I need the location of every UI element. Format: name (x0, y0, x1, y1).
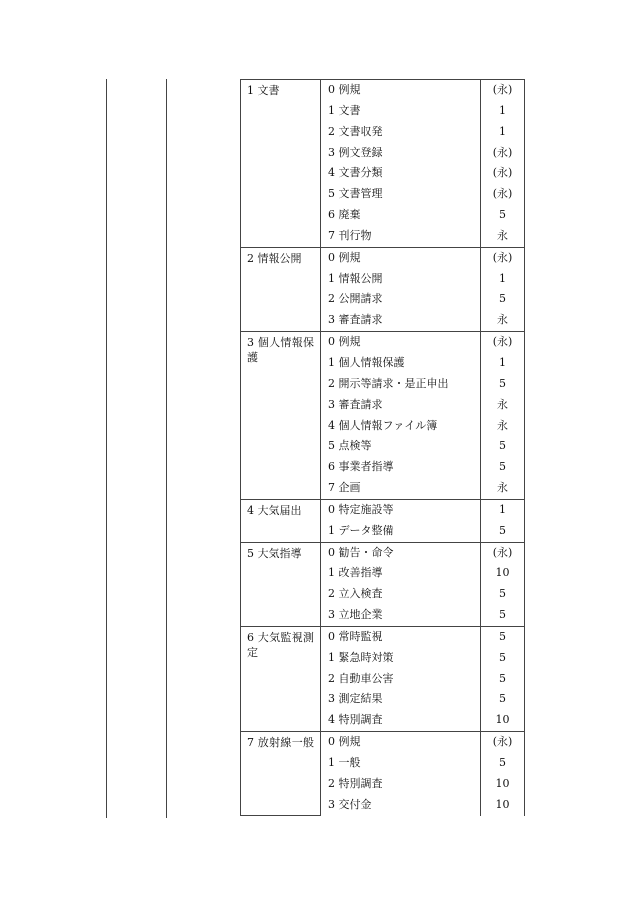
retention-cell: 5 (481, 457, 525, 478)
item-cell: 0 特定施設等 (321, 499, 481, 520)
category-cell (241, 332, 321, 500)
item-cell: 5 点検等 (321, 436, 481, 457)
item-cell: 1 文書 (321, 101, 481, 122)
item-cell: 2 自動車公害 (321, 669, 481, 690)
category-label: 6 大気監視測定 (247, 630, 314, 659)
category-cell (241, 626, 321, 731)
category-cell (241, 732, 321, 816)
retention-cell: 5 (481, 689, 525, 710)
retention-cell: (永) (481, 247, 525, 268)
retention-cell: (永) (481, 143, 525, 164)
category-cell (241, 542, 321, 626)
item-cell: 0 常時監視 (321, 626, 481, 647)
retention-cell: 永 (481, 310, 525, 331)
category-cell (241, 80, 321, 248)
item-cell: 0 例規 (321, 332, 481, 353)
retention-cell: 5 (481, 605, 525, 626)
item-cell: 6 事業者指導 (321, 457, 481, 478)
item-cell: 6 廃棄 (321, 205, 481, 226)
table-row (241, 499, 525, 520)
item-cell: 2 立入検査 (321, 584, 481, 605)
item-cell: 3 例文登録 (321, 143, 481, 164)
retention-cell: 10 (481, 795, 525, 816)
table-row (241, 626, 525, 647)
category-label: 4 大気届出 (247, 503, 302, 517)
retention-cell: 1 (481, 499, 525, 520)
item-cell: 2 開示等請求・是正申出 (321, 374, 481, 395)
retention-cell: 10 (481, 710, 525, 731)
retention-cell: 10 (481, 774, 525, 795)
retention-cell: 5 (481, 584, 525, 605)
item-cell: 5 文書管理 (321, 184, 481, 205)
retention-cell: 5 (481, 436, 525, 457)
category-cell (241, 247, 321, 331)
retention-cell: 5 (481, 753, 525, 774)
item-cell: 1 緊急時対策 (321, 648, 481, 669)
item-cell: 2 特別調査 (321, 774, 481, 795)
table-row (241, 80, 525, 101)
item-cell: 2 公開請求 (321, 289, 481, 310)
category-label: 2 情報公開 (247, 251, 302, 265)
item-cell: 0 例規 (321, 80, 481, 101)
item-cell: 7 刊行物 (321, 226, 481, 247)
category-label: 3 個人情報保護 (247, 336, 314, 365)
retention-cell: 永 (481, 395, 525, 416)
outer-column-line-2 (166, 79, 167, 818)
retention-cell: (永) (481, 184, 525, 205)
retention-cell: 1 (481, 101, 525, 122)
item-cell: 7 企画 (321, 478, 481, 499)
table-row (241, 247, 525, 268)
item-cell: 3 立地企業 (321, 605, 481, 626)
retention-cell: (永) (481, 163, 525, 184)
item-cell: 1 一般 (321, 753, 481, 774)
item-cell: 0 例規 (321, 247, 481, 268)
retention-cell: 5 (481, 374, 525, 395)
retention-cell: 1 (481, 353, 525, 374)
retention-cell: 5 (481, 205, 525, 226)
retention-cell: 5 (481, 521, 525, 542)
item-cell: 3 測定結果 (321, 689, 481, 710)
retention-cell: (永) (481, 542, 525, 563)
retention-cell: 永 (481, 416, 525, 437)
retention-cell: 1 (481, 269, 525, 290)
table-row (241, 542, 525, 563)
retention-table (240, 79, 525, 816)
table-row (241, 732, 525, 753)
retention-cell: 永 (481, 226, 525, 247)
retention-cell: (永) (481, 332, 525, 353)
item-cell: 1 改善指導 (321, 563, 481, 584)
outer-column-line-1 (106, 79, 107, 818)
category-cell (241, 499, 321, 542)
retention-cell: 永 (481, 478, 525, 499)
retention-cell: 10 (481, 563, 525, 584)
item-cell: 1 情報公開 (321, 269, 481, 290)
category-label: 1 文書 (247, 84, 280, 97)
item-cell: 4 特別調査 (321, 710, 481, 731)
retention-cell: 5 (481, 648, 525, 669)
category-label: 7 放射線一般 (247, 736, 314, 750)
item-cell: 1 データ整備 (321, 521, 481, 542)
item-cell: 2 文書収発 (321, 122, 481, 143)
item-cell: 3 交付金 (321, 795, 481, 816)
retention-cell: 5 (481, 626, 525, 647)
category-label: 5 大気指導 (247, 546, 302, 560)
retention-cell: 1 (481, 122, 525, 143)
retention-cell: (永) (481, 80, 525, 101)
item-cell: 1 個人情報保護 (321, 353, 481, 374)
item-cell: 0 勧告・命令 (321, 542, 481, 563)
retention-cell: (永) (481, 732, 525, 753)
table-row (241, 332, 525, 353)
item-cell: 4 個人情報ファイル簿 (321, 416, 481, 437)
retention-cell: 5 (481, 669, 525, 690)
retention-cell: 5 (481, 289, 525, 310)
item-cell: 3 審査請求 (321, 395, 481, 416)
item-cell: 0 例規 (321, 732, 481, 753)
item-cell: 4 文書分類 (321, 163, 481, 184)
item-cell: 3 審査請求 (321, 310, 481, 331)
